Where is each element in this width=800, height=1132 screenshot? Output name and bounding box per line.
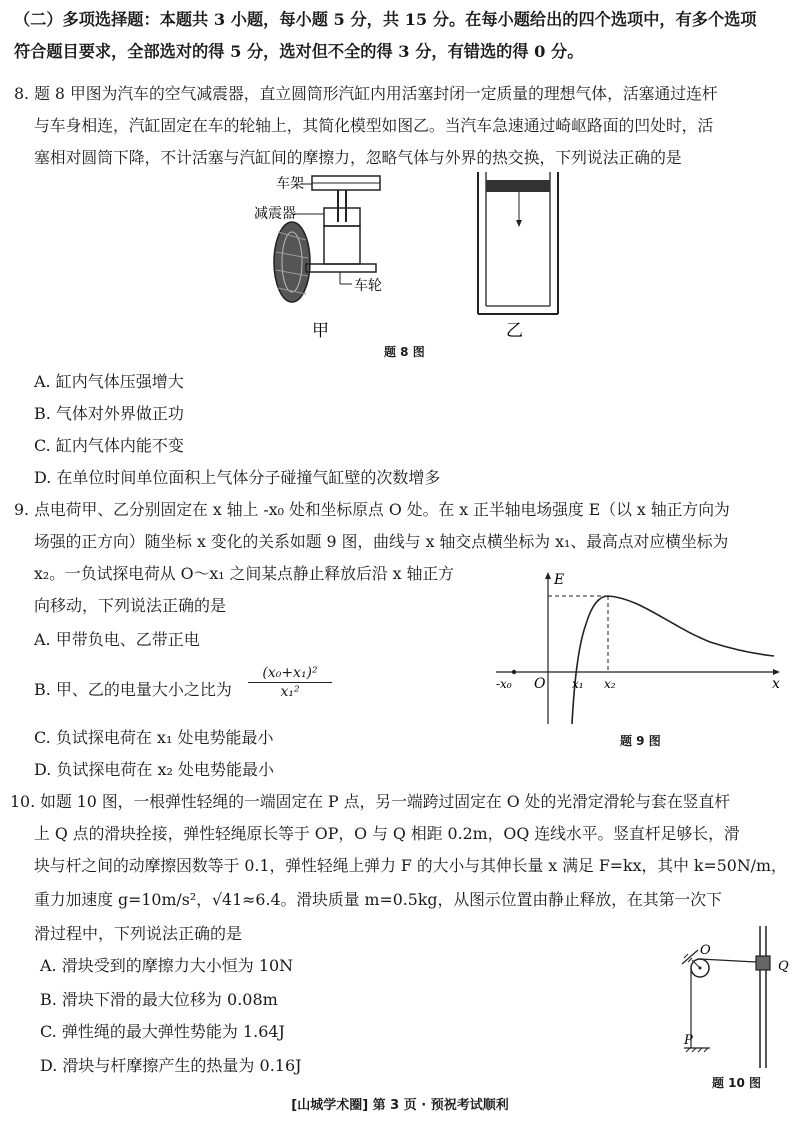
q8-label-jia: 甲: [312, 321, 329, 341]
q8-label-frame: 车架: [276, 176, 304, 192]
q10-label-P: P: [684, 1033, 693, 1048]
q8-label-yi: 乙: [506, 321, 523, 341]
q9-stem-line1: 9. 点电荷甲、乙分别固定在 x 轴上 -x₀ 处和坐标原点 O 处。在 x 正半轴电场强度 E（以 x 轴正方向为: [14, 500, 730, 519]
q10-caption: 题 10 图: [712, 1076, 762, 1090]
section-title-line2: 符合题目要求，全部选对的得 5 分，选对但不全的得 3 分，有错选的得 0 分。: [14, 42, 584, 61]
q9-label-O: O: [534, 676, 546, 692]
q9-label-x2: x₂: [604, 677, 616, 691]
q9-label-x: x: [772, 676, 780, 692]
q10-stem-line2: 上 Q 点的滑块拴接，弹性轻绳原长等于 OP，O 与 Q 相距 0.2m，OQ 连线水平。竖直杆足够长，滑: [34, 824, 740, 843]
q9-fraction-denominator: x₁²: [280, 684, 300, 700]
q9-option-b-fraction: [248, 664, 332, 701]
q9-option-d: D. 负试探电荷在 x₂ 处电势能最小: [34, 760, 275, 779]
q10-stem-line4: 重力加速度 g=10m/s²，√41≈6.4。滑块质量 m=0.5kg，从图示位置由静止释放，在其第一次下: [34, 890, 722, 909]
q9-curve: [572, 596, 774, 724]
q8-fig-yi: [478, 172, 558, 314]
q8-option-d: D. 在单位时间单位面积上气体分子碰撞气缸壁的次数增多: [34, 468, 441, 487]
page-footer: [山城学术圈] 第 3 页 · 预祝考试顺利: [291, 1098, 509, 1113]
q9-label-x1: x₁: [572, 677, 584, 691]
q10-option-d: D. 滑块与杆摩擦产生的热量为 0.16J: [40, 1056, 302, 1075]
section-title-line1: （二）多项选择题：本题共 3 小题，每小题 5 分，共 15 分。在每小题给出的四个选项中，有多个选项: [14, 10, 757, 29]
q9-stem-line4: 向移动，下列说法正确的是: [34, 596, 227, 615]
q10-option-a: A. 滑块受到的摩擦力大小恒为 10N: [40, 956, 294, 975]
q8-stem-line1: 8. 题 8 甲图为汽车的空气减震器，直立圆筒形汽缸内用活塞封闭一定质量的理想气体，活塞通过连杆: [14, 84, 718, 103]
q9-stem-line3: x₂。一负试探电荷从 O～x₁ 之间某点静止释放后沿 x 轴正方: [34, 564, 454, 583]
q9-graph: [480, 566, 790, 726]
q8-stem-line3: 塞相对圆筒下降，不计活塞与汽缸间的摩擦力，忽略气体与外界的热交换，下列说法正确的是: [34, 148, 682, 167]
q8-option-c: C. 缸内气体内能不变: [34, 436, 184, 455]
q9-option-c: C. 负试探电荷在 x₁ 处电势能最小: [34, 728, 274, 747]
q9-label-E: E: [554, 572, 565, 588]
q8-option-a: A. 缸内气体压强增大: [34, 372, 184, 391]
q10-slider: [756, 956, 770, 970]
q8-stem-line2: 与车身相连，汽缸固定在车的轮轴上，其简化模型如图乙。当汽车急速通过崎岖路面的凹处时，活: [34, 116, 714, 135]
q10-option-c: C. 弹性绳的最大弹性势能为 1.64J: [40, 1022, 285, 1041]
q8-caption: 题 8 图: [384, 345, 425, 359]
q9-caption: 题 9 图: [620, 734, 661, 748]
q8-label-wheel: 车轮: [354, 278, 382, 294]
q10-label-O: O: [700, 943, 711, 958]
q9-fraction-numerator: (x₀+x₁)²: [248, 664, 332, 683]
q9-stem-line2: 场强的正方向）随坐标 x 变化的关系如题 9 图，曲线与 x 轴交点横坐标为 x₁、最高点对应横坐标为: [34, 532, 729, 551]
q9-option-a: A. 甲带负电、乙带正电: [34, 630, 200, 649]
q10-stem-line5: 滑过程中，下列说法正确的是: [34, 924, 243, 943]
q10-label-Q: Q: [778, 959, 789, 974]
q9-point-negx0: [512, 670, 516, 674]
q10-stem-line1: 10. 如题 10 图，一根弹性轻绳的一端固定在 P 点，另一端跨过固定在 O 处的光滑定滑轮与套在竖直杆: [10, 792, 731, 811]
q8-label-shock: 减震器: [254, 206, 296, 222]
q10-figure: [670, 924, 796, 1074]
q8-figure: [240, 170, 570, 342]
q9-label-negx0: -x₀: [496, 677, 512, 691]
q10-rope-top: [700, 959, 756, 962]
q9-option-b: B. 甲、乙的电量大小之比为: [34, 680, 232, 699]
q10-option-b: B. 滑块下滑的最大位移为 0.08m: [40, 990, 278, 1009]
q10-stem-line3: 块与杆之间的动摩擦因数等于 0.1，弹性轻绳上弹力 F 的大小与其伸长量 x 满足 F=kx，其中 k=50N/m，: [34, 856, 787, 875]
q8-option-b: B. 气体对外界做正功: [34, 404, 184, 423]
